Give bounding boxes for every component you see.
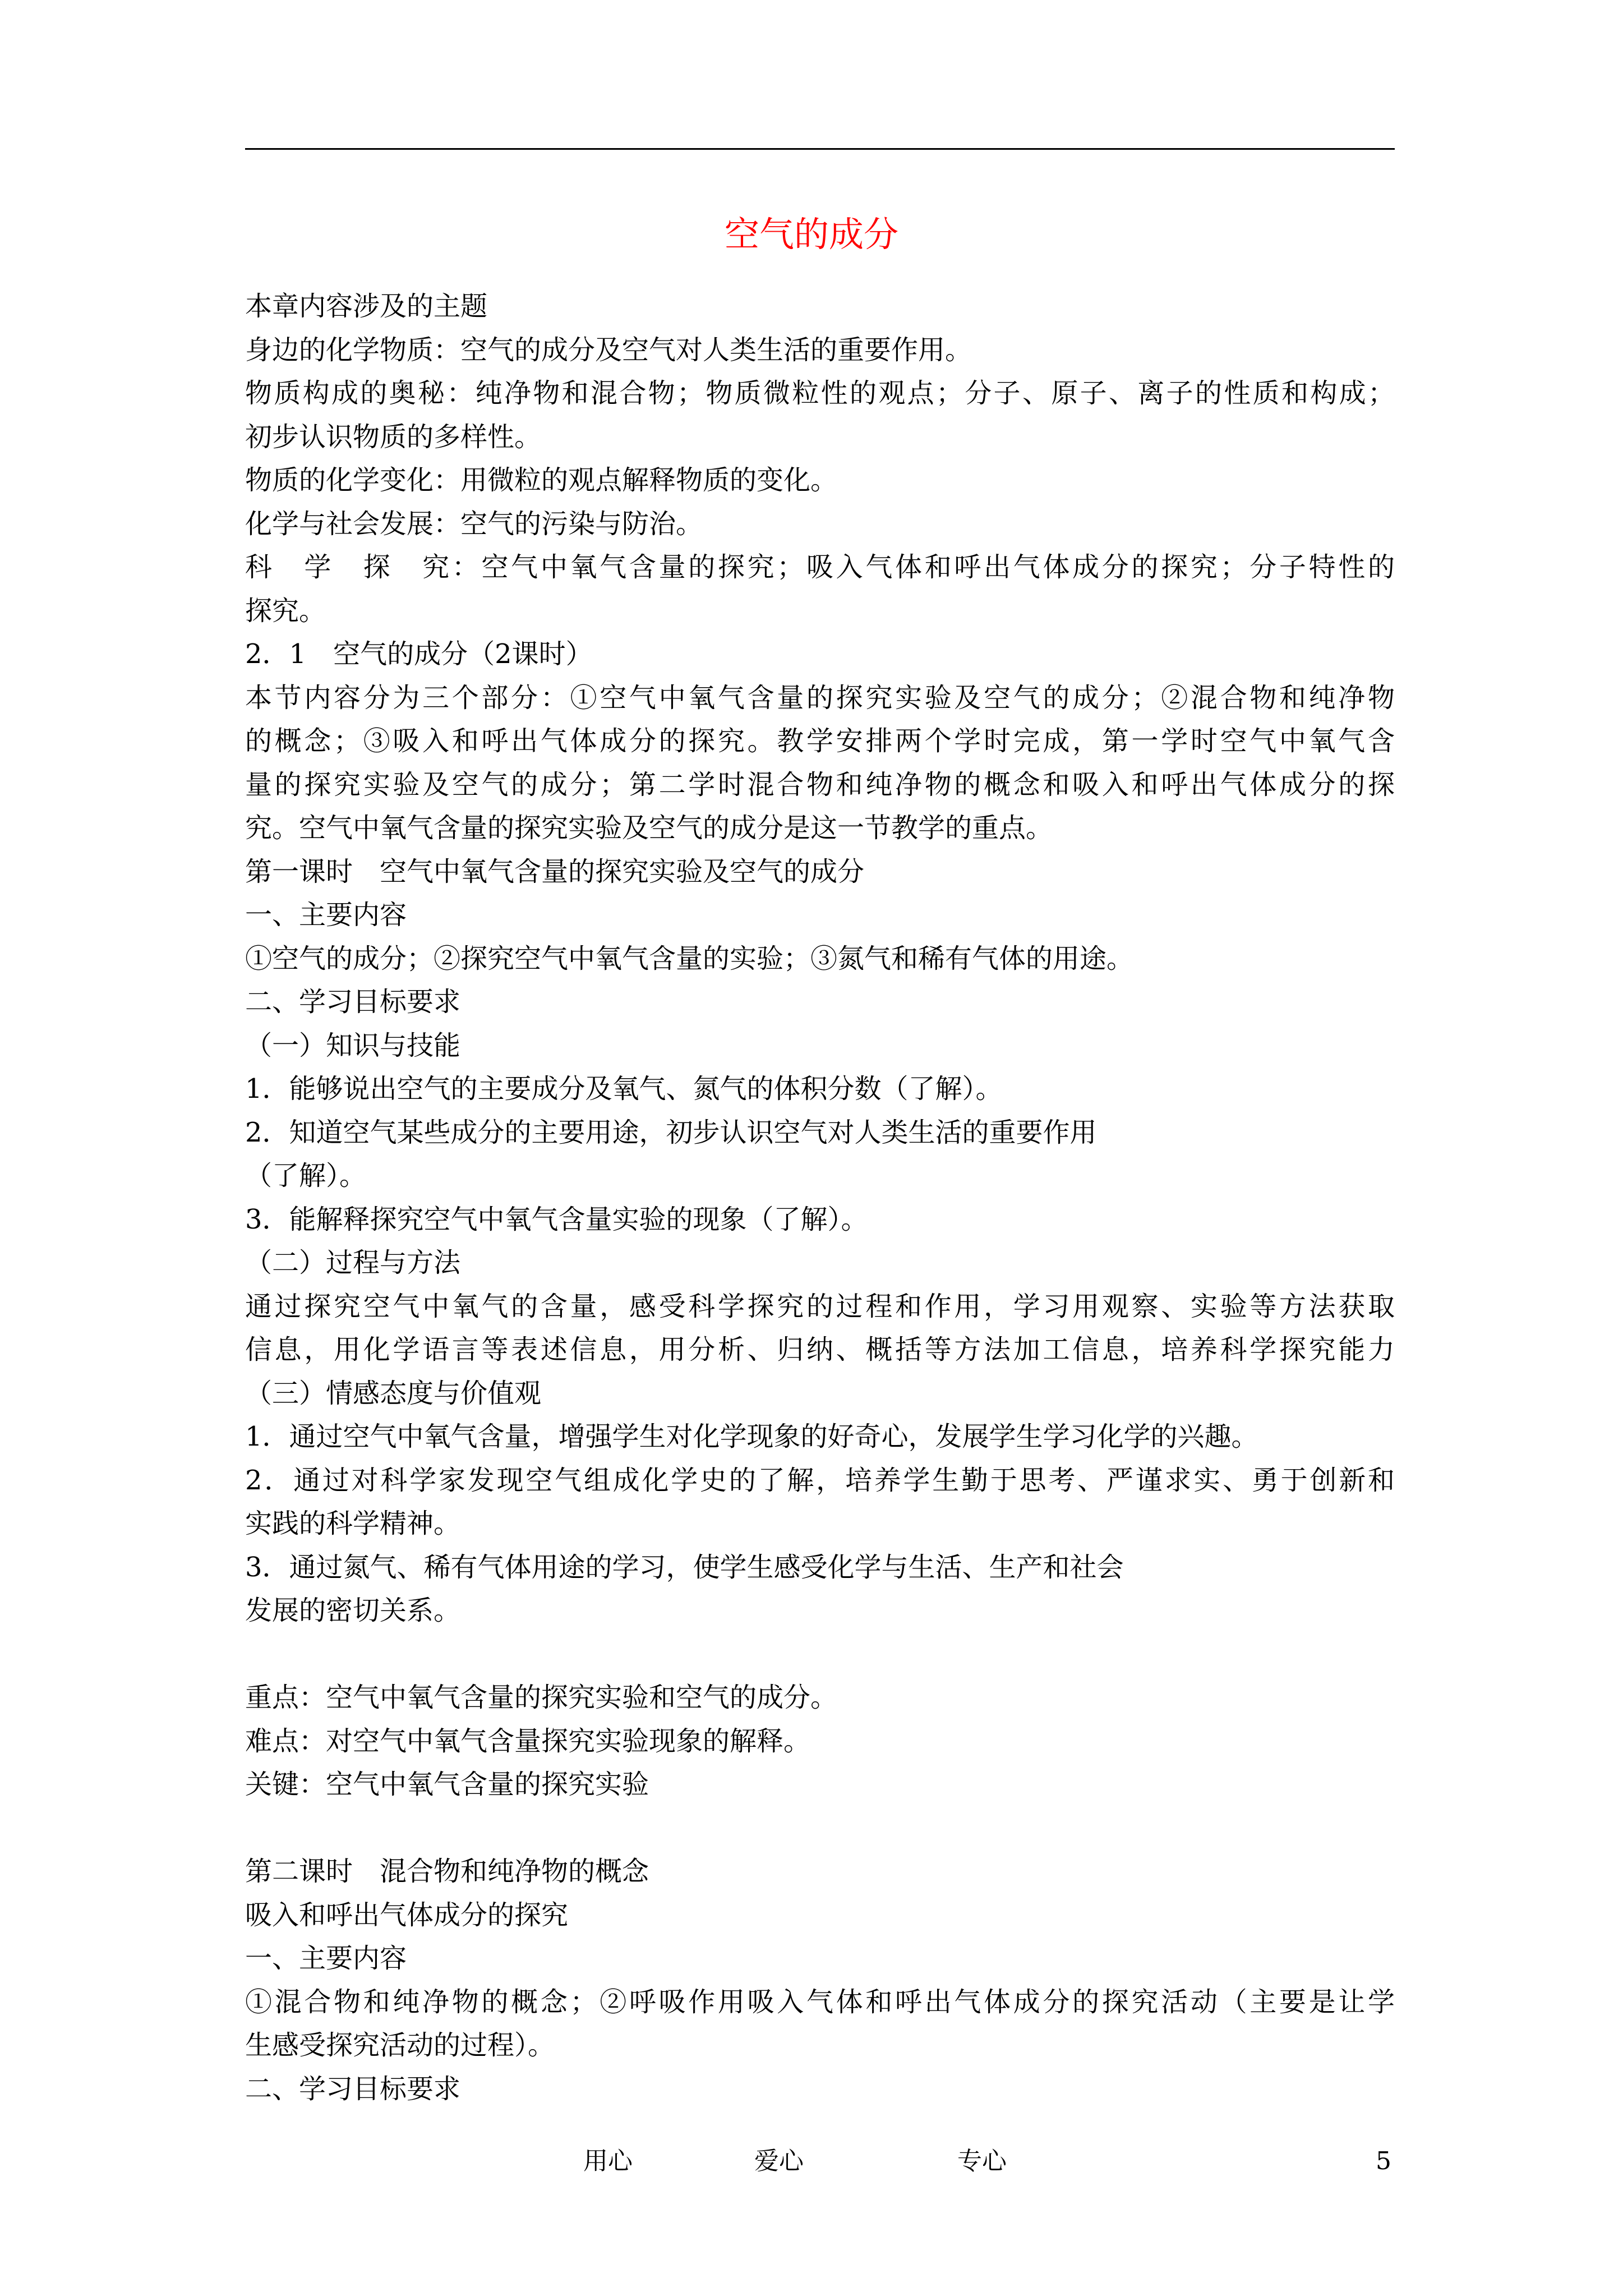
text-line: 1．通过空气中氧气含量，增强学生对化学现象的好奇心，发展学生学习化学的兴趣。 <box>245 1421 1258 1452</box>
text-line: 物质构成的奥秘：纯净物和混合物；物质微粒性的观点；分子、原子、离子的性质和构成； <box>245 378 1395 409</box>
page-title: 空气的成分 <box>724 214 898 255</box>
section-heading: 第二课时 混合物和纯净物的概念 <box>245 1856 649 1887</box>
text-line: （了解）。 <box>245 1160 367 1191</box>
body-text <box>245 285 1395 2111</box>
text-line: 究。空气中氧气含量的探究实验及空气的成分是这一节教学的重点。 <box>245 812 1053 844</box>
text-line: ①混合物和纯净物的概念；②呼吸作用吸入气体和呼出气体成分的探究活动（主要是让学 <box>245 1986 1395 2018</box>
text-line: 身边的化学物质：空气的成分及空气对人类生活的重要作用。 <box>245 334 972 366</box>
header-rule <box>245 148 1395 150</box>
text-line: 通过探究空气中氧气的含量，感受科学探究的过程和作用，学习用观察、实验等方法获取 <box>245 1290 1395 1322</box>
footer-motto-2: 爱心 <box>754 2147 804 2175</box>
text-line: 关键：空气中氧气含量的探究实验 <box>245 1769 649 1800</box>
text-line: 吸入和呼出气体成分的探究 <box>245 1899 569 1931</box>
text-line: 一、主要内容 <box>245 899 407 931</box>
text-line: 1．能够说出空气的主要成分及氧气、氮气的体积分数（了解）。 <box>245 1073 1003 1105</box>
text-line: 的概念；③吸入和呼出气体成分的探究。教学安排两个学时完成，第一学时空气中氧气含 <box>245 725 1395 757</box>
text-line: 生感受探究活动的过程）。 <box>245 2030 555 2061</box>
text-line: 2．通过对科学家发现空气组成化学史的了解，培养学生勤于思考、严谨求实、勇于创新和 <box>245 1464 1395 1496</box>
blank-line <box>245 1807 1395 1851</box>
text-line: 二、学习目标要求 <box>245 986 461 1018</box>
text-line: 二、学习目标要求 <box>245 2073 461 2105</box>
text-line: （二）过程与方法 <box>245 1247 461 1278</box>
text-line: 量的探究实验及空气的成分；第二学时混合物和纯净物的概念和吸入和呼出气体成分的探 <box>245 769 1395 800</box>
text-line: 2．知道空气某些成分的主要用途，初步认识空气对人类生活的重要作用 <box>245 1116 1097 1148</box>
text-line: 难点：对空气中氧气含量探究实验现象的解释。 <box>245 1725 811 1757</box>
text-line: 化学与社会发展：空气的污染与防治。 <box>245 508 703 540</box>
text-line: 3．能解释探究空气中氧气含量实验的现象（了解）。 <box>245 1203 868 1235</box>
text-line: 信息，用化学语言等表述信息，用分析、归纳、概括等方法加工信息，培养科学探究能力 <box>245 1334 1395 1365</box>
text-line: 一、主要内容 <box>245 1943 407 1974</box>
text-line: （一）知识与技能 <box>245 1029 461 1061</box>
text-line: 本节内容分为三个部分：①空气中氧气含量的探究实验及空气的成分；②混合物和纯净物 <box>245 682 1395 714</box>
footer-motto-1: 用心 <box>583 2147 633 2175</box>
footer-motto-3: 专心 <box>957 2147 1007 2175</box>
text-line: 探究。 <box>245 595 326 627</box>
page-number: 5 <box>1376 2147 1391 2175</box>
text-line: 本章内容涉及的主题 <box>245 291 488 322</box>
section-heading: 2．1 空气的成分（2课时） <box>245 638 593 670</box>
section-heading: 第一课时 空气中氧气含量的探究实验及空气的成分 <box>245 855 865 887</box>
text-line: 发展的密切关系。 <box>245 1595 461 1626</box>
text-line: 实践的科学精神。 <box>245 1508 461 1539</box>
text-line: 重点：空气中氧气含量的探究实验和空气的成分。 <box>245 1682 838 1713</box>
text-line: ①空气的成分；②探究空气中氧气含量的实验；③氮气和稀有气体的用途。 <box>245 942 1134 974</box>
text-line: （三）情感态度与价值观 <box>245 1377 542 1409</box>
blank-line <box>245 1633 1395 1677</box>
text-line: 科 学 探 究：空气中氧气含量的探究；吸入气体和呼出气体成分的探究；分子特性的 <box>245 551 1395 583</box>
text-line: 初步认识物质的多样性。 <box>245 421 542 453</box>
text-line: 物质的化学变化：用微粒的观点解释物质的变化。 <box>245 464 838 496</box>
text-line: 3．通过氮气、稀有气体用途的学习，使学生感受化学与生活、生产和社会 <box>245 1551 1124 1583</box>
